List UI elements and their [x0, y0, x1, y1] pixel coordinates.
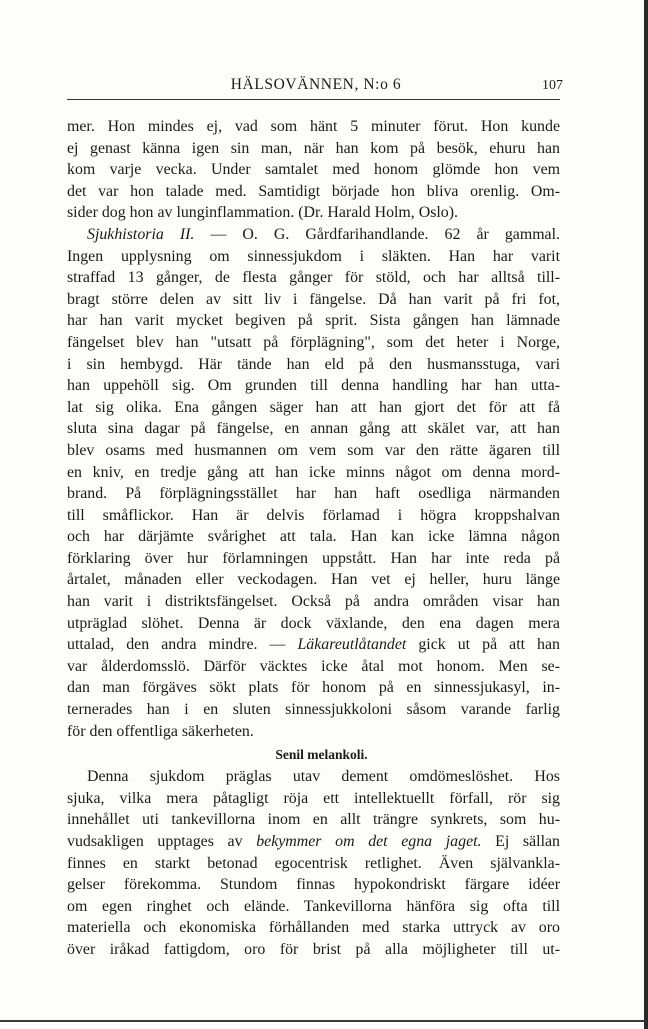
section-heading: Senil melankoli. — [275, 747, 368, 763]
text-segment: Ej sällan — [495, 833, 560, 850]
text-line: det var hon talade med. Samtidigt började hon bliva orenlig. Om- — [67, 182, 560, 200]
italic-term: Läkareutlåtandet — [297, 636, 407, 654]
text-line: materiella och ekonomiska förhållanden med starka uttryck av oro — [67, 919, 560, 937]
page-bottom-edge — [0, 1020, 644, 1022]
case-intro: — O. G. Gårdfarihandlande. 62 år gammal. — [210, 225, 560, 243]
text-line: brand. På förplägningsstället har han haft osedliga närmanden — [67, 485, 560, 503]
text-line: om egen ringhet och elände. Tankevillorna hänföra sig ofta till — [67, 897, 560, 915]
text-line: för den offentliga säkerheten. — [67, 722, 254, 740]
text-line: ej genast känna igen sin man, när han kom på besök, ehuru han — [67, 139, 560, 157]
text-line: och har därjämte svårighet att tala. Han kan icke lämna någon — [67, 528, 560, 546]
text-line: han varit i distriktsfängelset. Också på andra områden visar han — [67, 593, 560, 611]
text-line: Ingen upplysning om sinnessjukdom i släkten. Han har varit — [67, 247, 560, 265]
page-number: 107 — [542, 78, 563, 93]
text-line: över iråkad fattigdom, oro för brist på alla möjligheter till ut- — [67, 940, 560, 958]
text-line-with-italic — [67, 831, 560, 853]
running-header — [67, 76, 565, 98]
text-line: han uppehöll sig. Om grunden till denna handling har han utta- — [67, 377, 560, 395]
text-line: lat sig olika. Ena gången säger han att han gjort det för att få — [67, 398, 560, 416]
text-segment: vudsakligen upptages av — [67, 833, 243, 850]
text-line: blev osams med husmannen om vem som var den rätte ägaren till — [67, 441, 560, 459]
case-label: Sjukhistoria II. — [87, 225, 195, 243]
text-line: fängelset blev han "utsatt på förplägning", som det heter i Norge, — [67, 333, 560, 351]
italic-phrase: bekymmer om det egna jaget. — [256, 833, 482, 850]
text-line: sjuka, vilka mera påtagligt röja ett intellektuellt förfall, rör sig — [67, 789, 560, 807]
text-line: finnes en starkt betonad egocentrisk retlighet. Även självankla- — [67, 854, 560, 872]
text-segment: uttalad, den andra mindre. — — [67, 636, 286, 654]
text-line-with-italic — [67, 634, 560, 656]
text-line: sluta sina dagar på fängelse, en annan gång att skälet var, att han — [67, 420, 560, 438]
journal-title: HÄLSOVÄNNEN, N:o 6 — [230, 76, 402, 93]
text-line: till småflickor. Han är delvis förlamad i högra kroppshalvan — [67, 506, 560, 524]
text-line: sider dog hon av lunginflammation. (Dr. Harald Holm, Oslo). — [67, 204, 459, 222]
text-line: årtalet, månaden eller veckodagen. Han vet ej heller, huru länge — [67, 571, 560, 589]
text-line: mer. Hon mindes ej, vad som hänt 5 minuter förut. Hon kunde — [67, 118, 560, 135]
text-line: innehållet uti tankevillorna inom en allt trängre synkrets, som hu- — [67, 811, 560, 829]
header-rule — [67, 99, 560, 100]
text-line: straffad 13 gånger, de flesta gånger för stöld, och har alltså till- — [67, 269, 560, 287]
text-line: dan man förgäves sökt plats för honom på en sinnessjukasyl, in- — [67, 679, 560, 697]
text-line: bragt större delen av sitt liv i fängelse. Då han varit på fri fot, — [67, 290, 560, 308]
case-history-first-line — [67, 224, 560, 246]
body-text — [67, 116, 560, 961]
text-line: Denna sjukdom präglas utav dement omdömeslöshet. Hos — [87, 768, 560, 786]
text-line: gelser förekomma. Stundom finnas hypokondriskt färgare idéer — [67, 876, 560, 894]
text-line: en kniv, en tredje gång att han icke minns något om denna mord- — [67, 463, 560, 481]
page-right-edge — [644, 0, 648, 1029]
text-line: i sin hembygd. Här tände han eld på den husmansstuga, vari — [67, 355, 560, 373]
text-line: var ålderdomsslö. Därför väcktes icke åtal mot honom. Men se- — [67, 657, 560, 675]
text-line: förklaring över hur förlamningen uppstått. Han har inte reda på — [67, 549, 560, 567]
text-line: kom varje vecka. Under samtalet med honom glömde hon vem — [67, 161, 560, 179]
text-line: ternerades han i en sluten sinnessjukkoloni såsom varande farlig — [67, 701, 560, 719]
text-line: har han varit mycket begiven på sprit. Sista gången han lämnade — [67, 312, 560, 330]
text-segment: gick ut på att han — [418, 636, 560, 654]
text-line: utpräglad slöhet. Denna är dock växlande, den ena dagen mera — [67, 614, 560, 632]
